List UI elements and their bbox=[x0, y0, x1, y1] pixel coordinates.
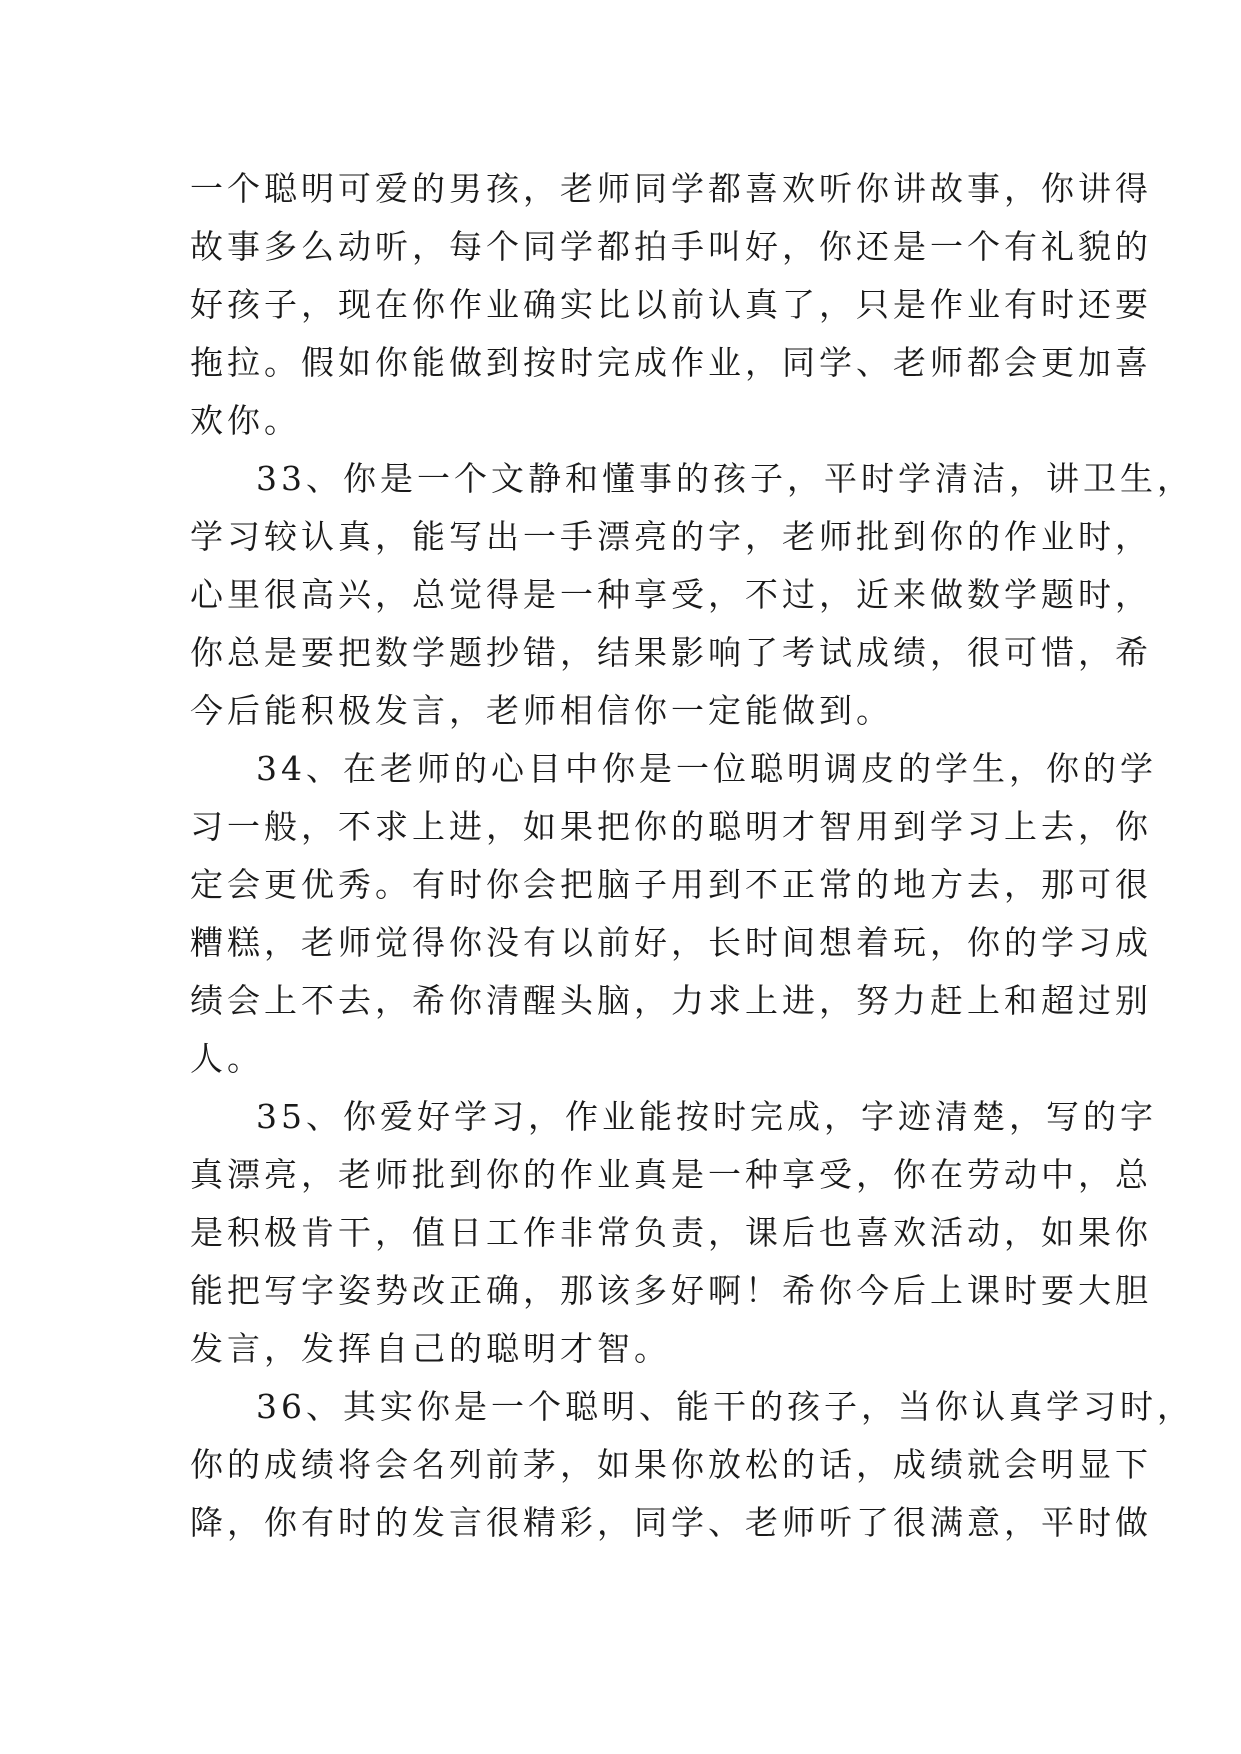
paragraph-line: 你的成绩将会名列前茅，如果你放松的话，成绩就会明显下 bbox=[190, 1445, 1152, 1484]
paragraph-line: 学习较认真，能写出一手漂亮的字，老师批到你的作业时， bbox=[190, 517, 1152, 556]
paragraph-first-line: 34、在老师的心目中你是一位聪明调皮的学生，你的学 bbox=[256, 749, 1157, 788]
paragraph-line: 定会更优秀。有时你会把脑子用到不正常的地方去，那可很 bbox=[190, 865, 1152, 904]
paragraph-line: 发言，发挥自己的聪明才智。 bbox=[190, 1329, 671, 1368]
paragraph-line: 你总是要把数学题抄错，结果影响了考试成绩，很可惜，希 bbox=[190, 633, 1152, 672]
paragraph-line: 能把写字姿势改正确，那该多好啊！希你今后上课时要大胆 bbox=[190, 1271, 1152, 1310]
paragraph-line: 是积极肯干，值日工作非常负责，课后也喜欢活动，如果你 bbox=[190, 1213, 1152, 1252]
paragraph-line: 拖拉。假如你能做到按时完成作业，同学、老师都会更加喜 bbox=[190, 343, 1152, 382]
paragraph-line: 降，你有时的发言很精彩，同学、老师听了很满意，平时做 bbox=[190, 1503, 1152, 1542]
paragraph-line: 绩会上不去，希你清醒头脑，力求上进，努力赶上和超过别 bbox=[190, 981, 1152, 1020]
paragraph-line: 人。 bbox=[190, 1039, 264, 1078]
paragraph-line: 故事多么动听，每个同学都拍手叫好，你还是一个有礼貌的 bbox=[190, 227, 1152, 266]
document-body bbox=[190, 160, 1194, 1552]
paragraph-line: 真漂亮，老师批到你的作业真是一种享受，你在劳动中，总 bbox=[190, 1155, 1152, 1194]
paragraph-line: 欢你。 bbox=[190, 401, 301, 440]
paragraph-first-line: 33、你是一个文静和懂事的孩子，平时学清洁，讲卫生， bbox=[256, 459, 1194, 498]
paragraph-first-line: 36、其实你是一个聪明、能干的孩子，当你认真学习时， bbox=[256, 1387, 1194, 1426]
paragraph-line: 习一般，不求上进，如果把你的聪明才智用到学习上去，你 bbox=[190, 807, 1152, 846]
paragraph-line: 一个聪明可爱的男孩，老师同学都喜欢听你讲故事，你讲得 bbox=[190, 169, 1152, 208]
paragraph-line: 好孩子，现在你作业确实比以前认真了，只是作业有时还要 bbox=[190, 285, 1152, 324]
paragraph-first-line: 35、你爱好学习，作业能按时完成，字迹清楚，写的字 bbox=[256, 1097, 1157, 1136]
paragraph-line: 糟糕，老师觉得你没有以前好，长时间想着玩，你的学习成 bbox=[190, 923, 1152, 962]
paragraph-line: 今后能积极发言，老师相信你一定能做到。 bbox=[190, 691, 893, 730]
paragraph-line: 心里很高兴，总觉得是一种享受，不过，近来做数学题时， bbox=[190, 575, 1152, 614]
